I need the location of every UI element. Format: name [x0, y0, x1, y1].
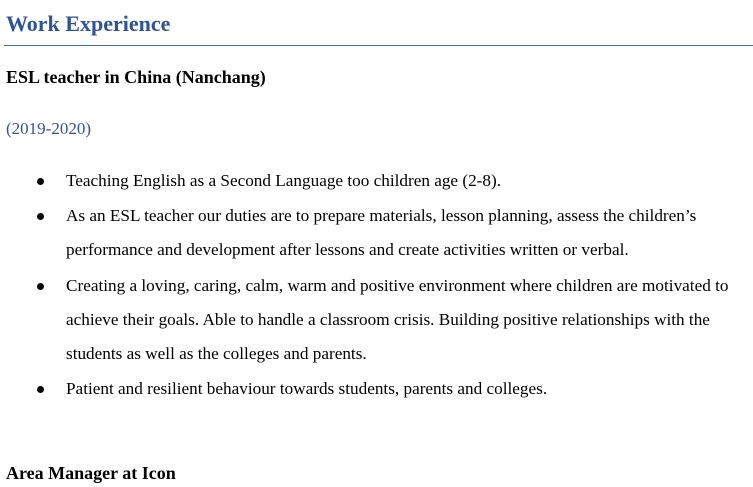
bullet-icon: [37, 178, 44, 185]
job-title: ESL teacher in China (Nanchang): [6, 67, 266, 87]
section-heading-work-experience: Work Experience: [6, 11, 171, 36]
duty-item: [0, 372, 753, 406]
duty-text: Patient and resilient behaviour towards students, parents and colleges.: [66, 379, 548, 399]
duty-item: [0, 164, 753, 198]
bullet-icon: [37, 386, 44, 393]
bullet-icon: [37, 213, 44, 220]
job-dates: (2019-2020): [6, 119, 91, 138]
duty-item: [0, 269, 753, 372]
next-job-title: Area Manager at Icon: [6, 463, 176, 483]
bullet-icon: [37, 283, 44, 290]
duty-item: [0, 199, 753, 267]
heading-divider: [4, 45, 753, 46]
duty-text: Teaching English as a Second Language too children age (2-8).: [66, 171, 502, 190]
duty-text: Creating a loving, caring, calm, warm and positive environment where children are motivated to achieve their goals. Able to handle a classroom crisis. Building positive relationships with the students as well as the colleges and parents.: [66, 275, 729, 364]
duties-list: [0, 164, 753, 407]
duty-text: As an ESL teacher our duties are to prepare materials, lesson planning, assess the children’s performance and development after lessons and create activities written or verbal.: [66, 206, 697, 260]
